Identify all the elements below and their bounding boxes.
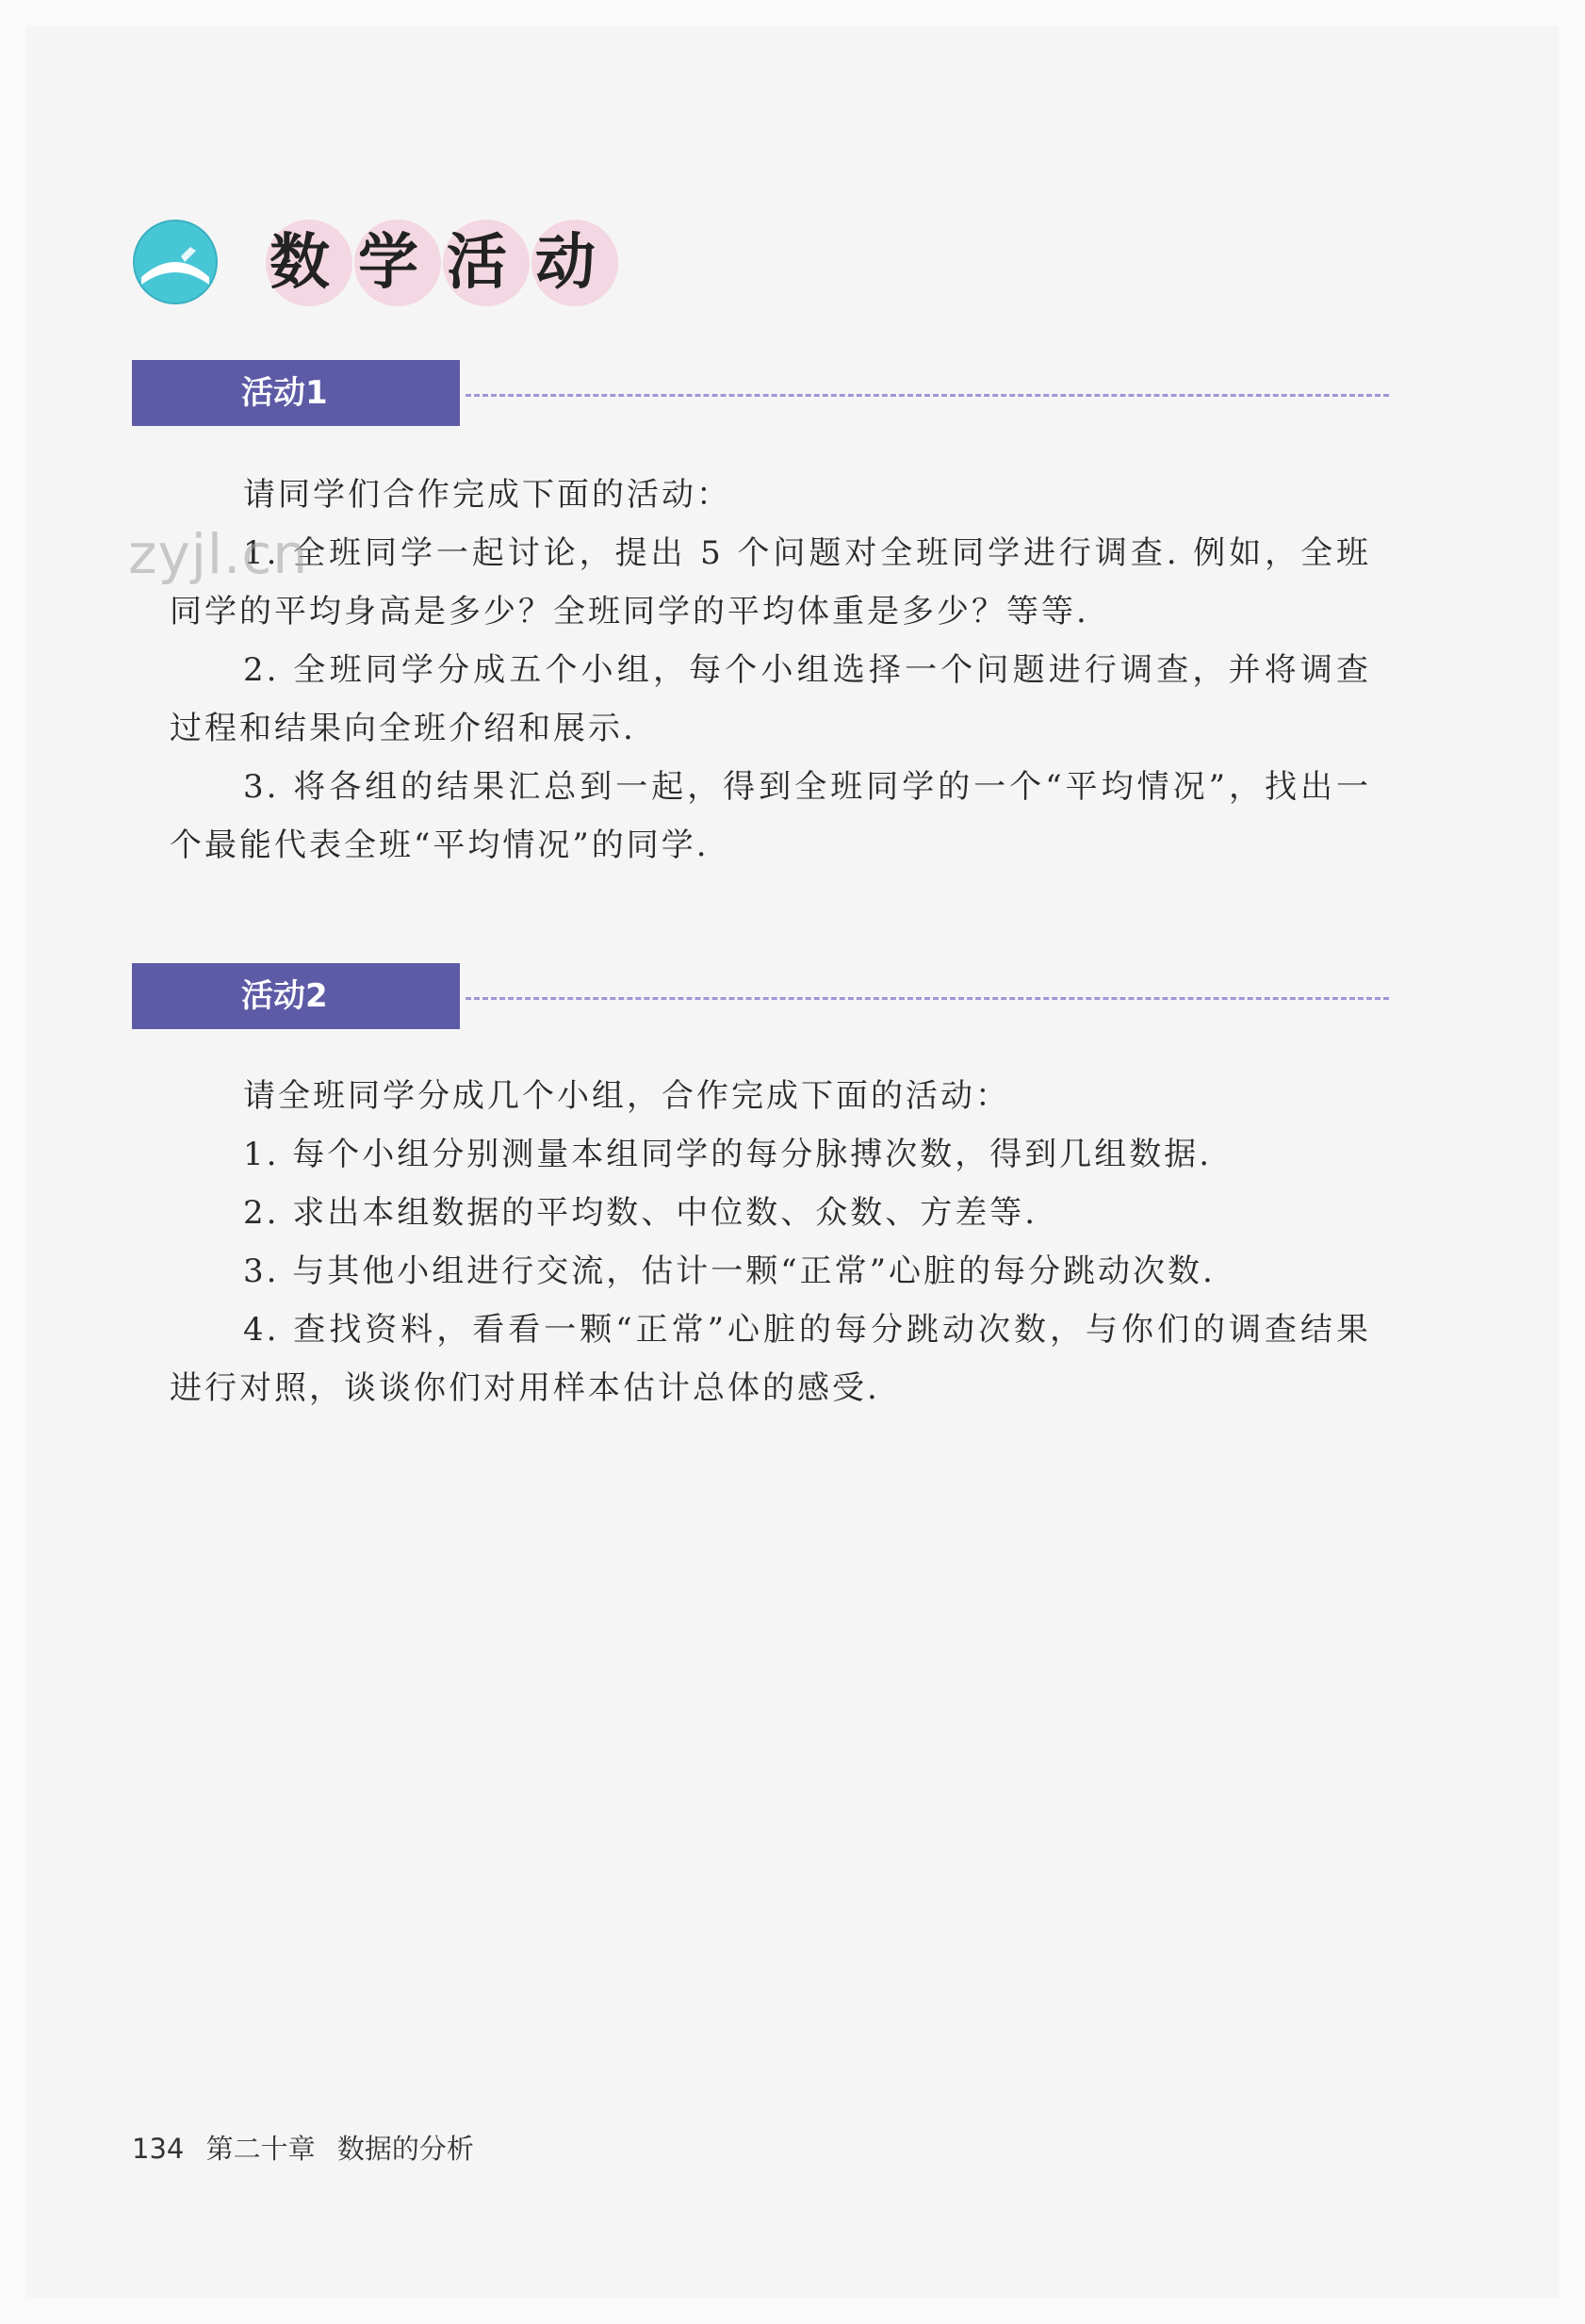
page-footer — [132, 2128, 487, 2167]
activity2-label: 活动2 — [132, 963, 460, 1029]
section-label: 数据的分析 — [336, 2133, 474, 2165]
activity2-item-3: 3. 与其他小组进行交流，估计一颗“正常”心脏的每分跳动次数. — [243, 1252, 1216, 1290]
activity1-item-2: 2. 全班同学分成五个小组，每个小组选择一个问题进行调查，并将调查过程和结果向全班介绍和展示. — [170, 651, 1371, 747]
chapter-label: 第二十章 — [205, 2133, 316, 2165]
activity1-item-1: 1. 全班同学一起讨论，提出 5 个问题对全班同学进行调查. 例如，全班同学的平均身高是多少？全班同学的平均体重是多少？等等. — [170, 534, 1371, 630]
page-title-area — [254, 211, 624, 315]
activity2-item-2: 2. 求出本组数据的平均数、中位数、众数、方差等. — [243, 1194, 1038, 1232]
activity2-intro: 请全班同学分成几个小组，合作完成下面的活动： — [243, 1077, 1010, 1115]
activity1-intro: 请同学们合作完成下面的活动： — [243, 476, 731, 514]
activity2-item-1: 1. 每个小组分别测量本组同学的每分脉搏次数，得到几组数据. — [243, 1136, 1213, 1173]
section-divider — [466, 394, 1389, 397]
section-divider — [466, 997, 1389, 1000]
activity1-item-3: 3. 将各组的结果汇总到一起，得到全班同学的一个“平均情况”，找出一个最能代表全班“平均情况”的同学. — [170, 768, 1371, 864]
page-title: 数学活动 — [270, 228, 624, 298]
watermark: zyjl.cn — [128, 522, 309, 586]
activity1-label: 活动1 — [132, 360, 460, 426]
checkmark-swoosh-icon — [132, 219, 219, 305]
activity2-item-4: 4. 查找资料，看看一颗“正常”心脏的每分跳动次数，与你们的调查结果进行对照，谈谈你们对用样本估计总体的感受. — [170, 1311, 1371, 1407]
page-number: 134 — [132, 2133, 185, 2165]
